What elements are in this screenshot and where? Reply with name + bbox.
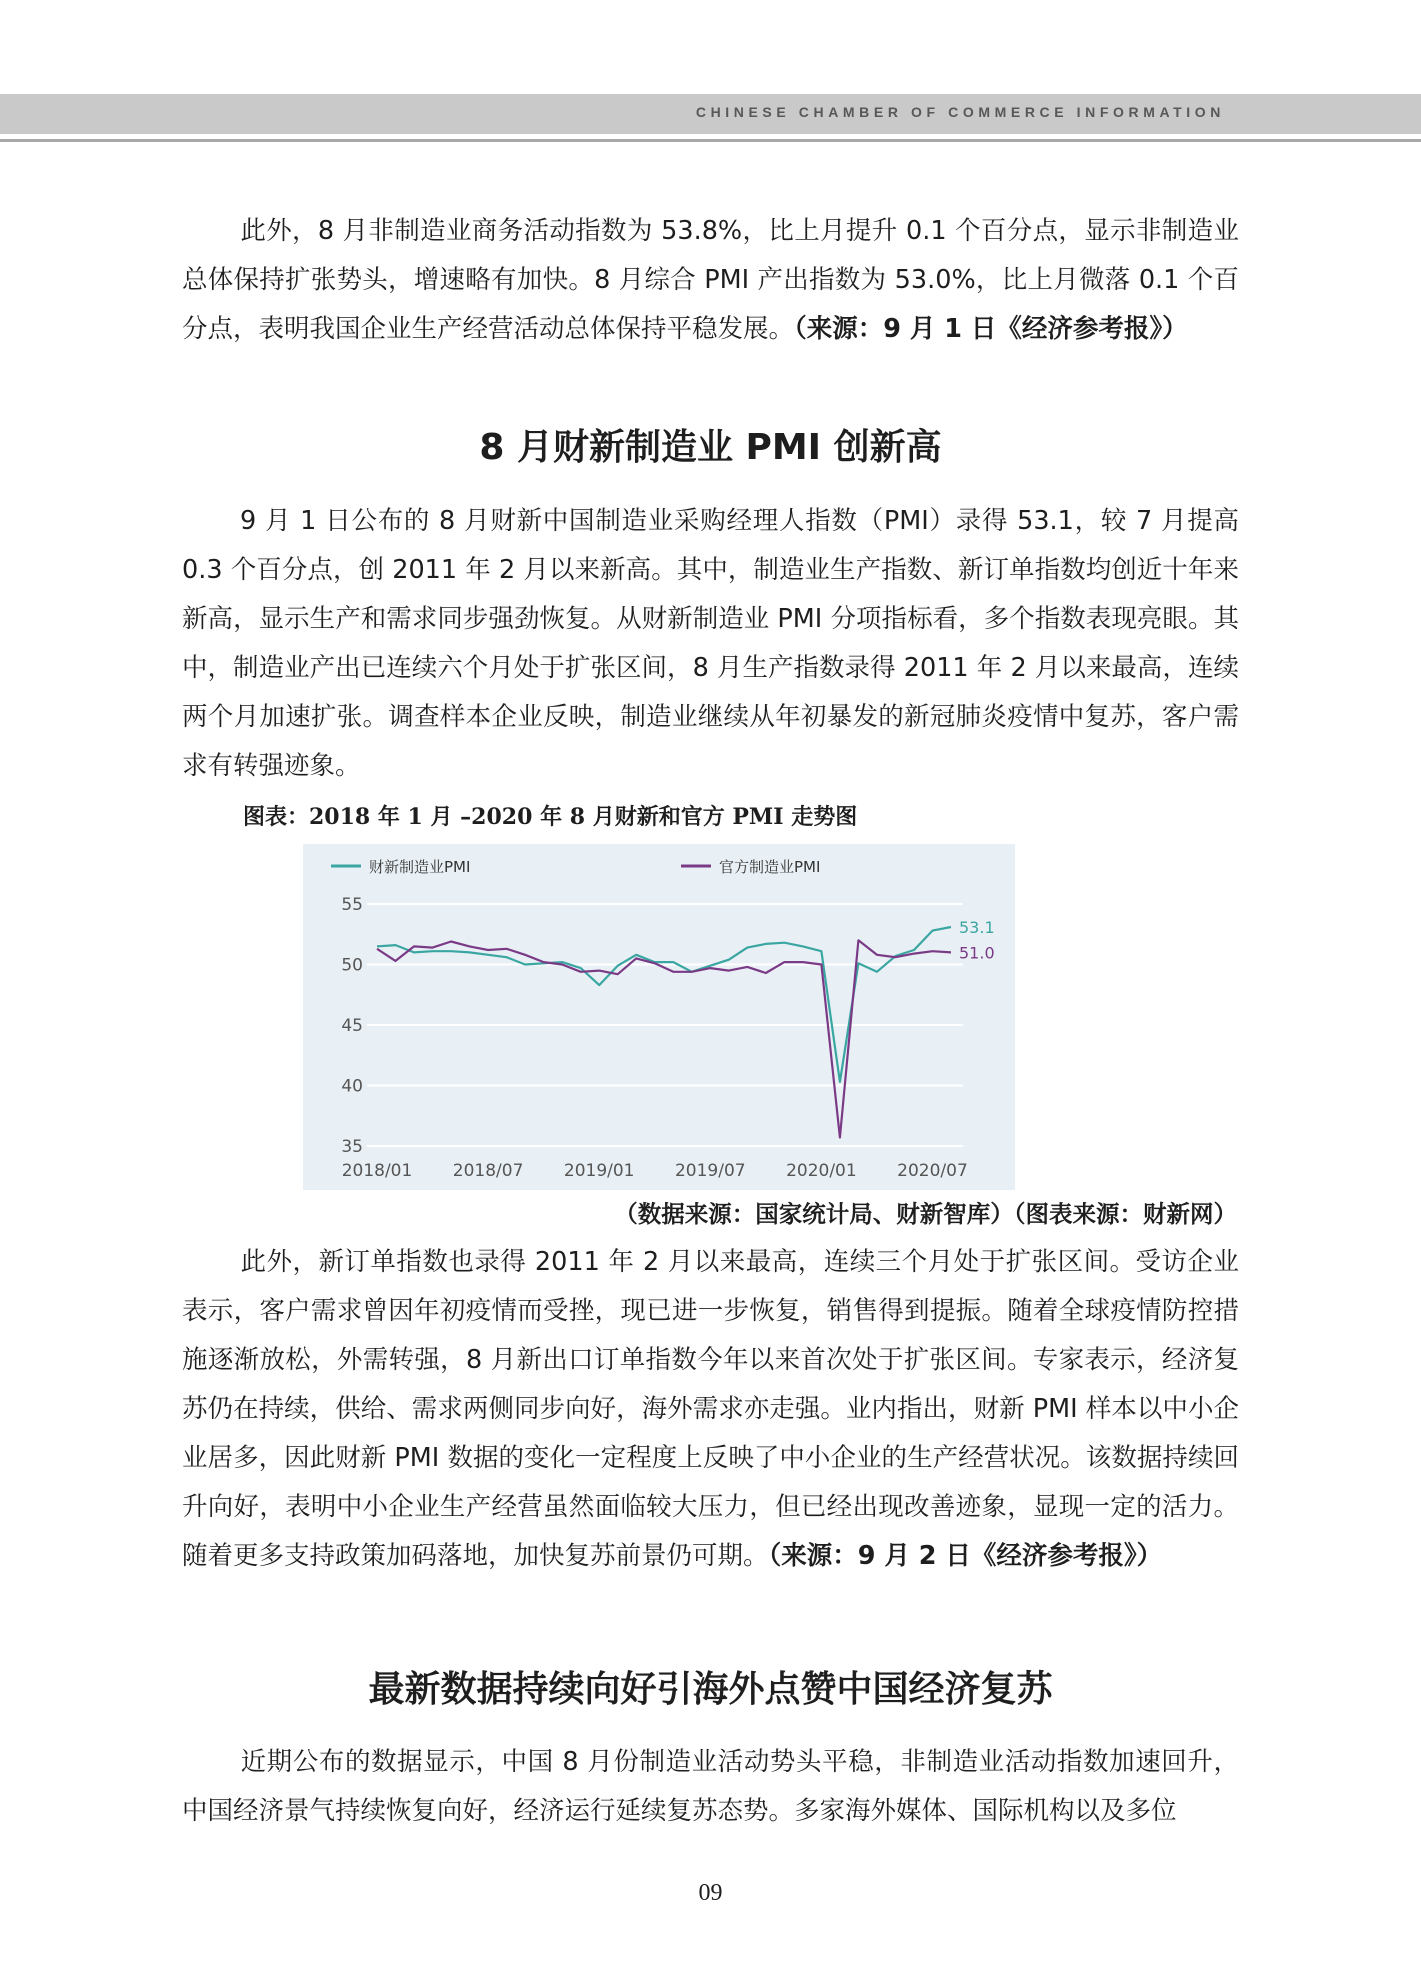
y-tick-label-50: 50 — [341, 955, 363, 976]
paragraph-2 — [182, 497, 1239, 791]
legend-label-official: 官方制造业PMI — [719, 858, 821, 876]
legend-label-caixin: 财新制造业PMI — [369, 858, 471, 876]
end-label-caixin: 53.1 — [959, 917, 995, 937]
paragraph-3 — [182, 1238, 1239, 1581]
x-tick-label-2018-07: 2018/07 — [452, 1161, 524, 1181]
y-tick-label-45: 45 — [341, 1016, 363, 1036]
page-number: 09 — [698, 1880, 723, 1906]
y-tick-label-55: 55 — [341, 895, 363, 915]
paragraph-4-text: 近期公布的数据显示，中国 8 月份制造业活动势头平稳，非制造业活动指数加速回升，中国经济景气持续恢复向好，经济运行延续复苏态势。多家海外媒体、国际机构以及多位 — [182, 1747, 1239, 1826]
x-tick-label-2019-01: 2019/01 — [563, 1161, 635, 1181]
header-rule — [0, 139, 1421, 142]
paragraph-1-source: （来源：9 月 1 日《经济参考报》） — [794, 314, 1188, 344]
x-tick-label-2020-07: 2020/07 — [897, 1161, 968, 1181]
section-heading-1: 8 月财新制造业 PMI 创新高 — [479, 427, 942, 468]
x-tick-label-2018-01: 2018/01 — [341, 1161, 413, 1181]
paragraph-3-text: 此外，新订单指数也录得 2011 年 2 月以来最高，连续三个月处于扩张区间。受访企业表示，客户需求曾因年初疫情而受挫，现已进一步恢复，销售得到提振。随着全球疫情防控措施逐渐放松，外需转强，8 月新出口订单指数今年以来首次处于扩张区间。专家表示，经济复苏仍在持续，供给、需求两侧同步向好，海外需求亦走强。业内指出，财新 PMI 样本以中小企业居多，因此财新 PMI 数据的变化一定程度上反映了中小企业的生产经营状况。该数据持续回升向好，表明中小企业生产经营虽然面临较大压力，但已经出现改善迹象，显现一定的活力。随着更多支持政策加码落地，加快复苏前景仍可期。 — [182, 1247, 1239, 1571]
chart-background — [303, 844, 1015, 1190]
figure-source: （数据来源：国家统计局、财新智库）（图表来源：财新网） — [614, 1200, 1237, 1228]
paragraph-1 — [182, 207, 1239, 354]
paragraph-2-text: 9 月 1 日公布的 8 月财新中国制造业采购经理人指数（PMI）录得 53.1，较 7 月提高 0.3 个百分点，创 2011 年 2 月以来新高。其中，制造业生产指数、新订单指数均创近十年来新高，显示生产和需求同步强劲恢复。从财新制造业 PMI 分项指标看，多个指数表现亮眼。其中，制造业产出已连续六个月处于扩张区间，8 月生产指数录得 2011 年 2 月以来最高，连续两个月加速扩张。调查样本企业反映，制造业继续从年初暴发的新冠肺炎疫情中复苏，客户需求有转强迹象。 — [182, 506, 1239, 781]
y-tick-label-35: 35 — [341, 1137, 363, 1157]
x-tick-label-2020-01: 2020/01 — [786, 1161, 857, 1181]
y-tick-label-40: 40 — [341, 1076, 363, 1097]
paragraph-3-source: （来源：9 月 2 日《经济参考报》） — [768, 1541, 1163, 1571]
section-heading-2: 最新数据持续向好引海外点赞中国经济复苏 — [368, 1669, 1053, 1710]
paragraph-1-text: 此外，8 月非制造业商务活动指数为 53.8%，比上月提升 0.1 个百分点，显示非制造业总体保持扩张势头，增速略有加快。8 月综合 PMI 产出指数为 53.0%，比上月微落 0.1 个百分点，表明我国企业生产经营活动总体保持平稳发展。 — [182, 216, 1239, 344]
figure-caption: 图表：2018 年 1 月 –2020 年 8 月财新和官方 PMI 走势图 — [243, 804, 858, 830]
pmi-line-chart — [303, 844, 1015, 1190]
x-tick-label-2019-07: 2019/07 — [674, 1161, 746, 1181]
paragraph-4 — [182, 1738, 1239, 1836]
end-label-official: 51.0 — [959, 943, 995, 963]
running-title: CHINESE CHAMBER OF COMMERCE INFORMATION — [695, 104, 1225, 120]
